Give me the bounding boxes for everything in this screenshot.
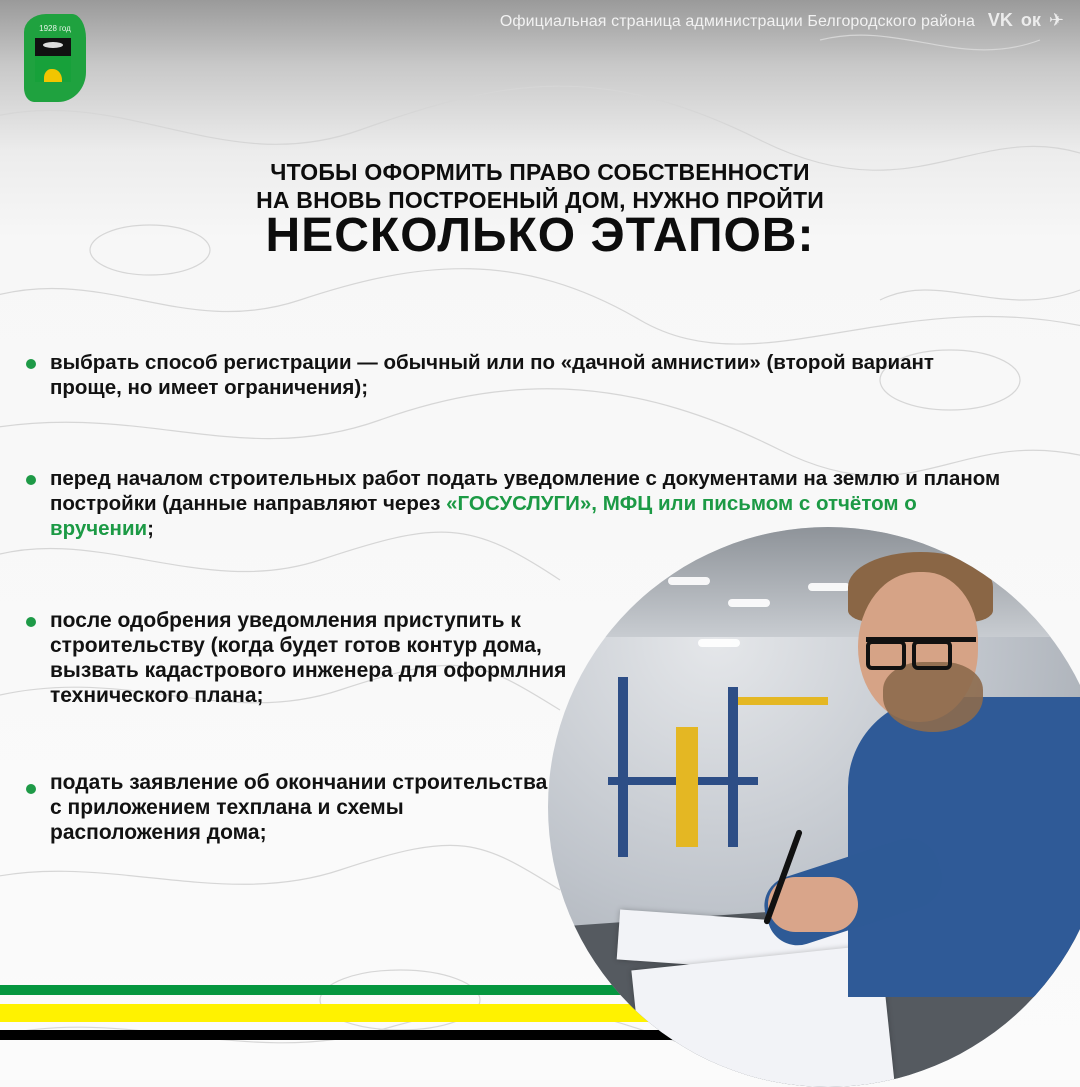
- green-stripe: [0, 985, 640, 995]
- bullet-icon: [26, 359, 36, 369]
- step-text: выбрать способ регистрации — обычный или по «дачной амнистии» (второй вариант проще, но имеет ограничения);: [50, 351, 934, 399]
- logo-year: 1928 год: [39, 24, 71, 33]
- page-heading: [0, 158, 1080, 262]
- step-item-1: [26, 350, 996, 400]
- step-text: подать заявление об окончании строительства с приложением техплана и схемы расположения дома;: [50, 771, 548, 844]
- coat-of-arms-icon: [35, 38, 71, 82]
- step-item-4: [26, 770, 556, 845]
- bullet-icon: [26, 617, 36, 627]
- step-text-end: ;: [147, 517, 154, 540]
- heading-line-1: ЧТОБЫ ОФОРМИТЬ ПРАВО СОБСТВЕННОСТИ: [270, 159, 810, 185]
- social-links: [988, 10, 1064, 31]
- district-logo: [24, 14, 86, 102]
- step-text-highlight: «ГОСУСЛУГИ», МФЦ или письмом с отчётом о вручении: [50, 492, 917, 540]
- page-tagline: Официальная страница администрации Белгородского района: [499, 13, 975, 30]
- heading-line-2: НА ВНОВЬ ПОСТРОЕНЫЙ ДОМ, НУЖНО ПРОЙТИ: [256, 187, 824, 213]
- heading-line-3: НЕСКОЛЬКО ЭТАПОВ:: [265, 209, 815, 262]
- worker-photo: [548, 527, 1080, 1087]
- step-text-main: перед началом строительных работ подать уведомление с документами на землю и планом постройки (данные направляют через: [50, 467, 1001, 515]
- step-text: после одобрения уведомления приступить к строительству (когда будет готов контур дома, вызвать кадастрового инженера для оформлния технического плана;: [50, 609, 567, 707]
- bullet-icon: [26, 475, 36, 485]
- bullet-icon: [26, 784, 36, 794]
- odnoklassniki-icon[interactable]: ок: [1020, 10, 1041, 30]
- telegram-icon[interactable]: ✈: [1048, 10, 1064, 30]
- vk-icon[interactable]: VK: [987, 10, 1013, 30]
- step-item-3: [26, 608, 616, 708]
